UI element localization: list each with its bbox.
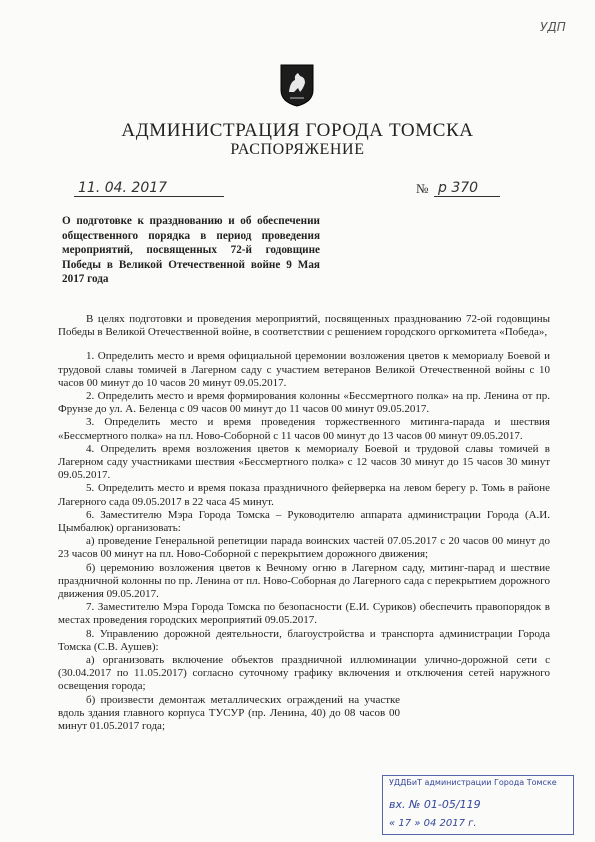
list-item: 5. Определить место и время показа праздничного фейерверка на левом берегу р. Томь в районе Лагерного сада 09.05.2017 в 22 часа 45 минут. [58,482,550,508]
incoming-stamp [382,775,574,835]
list-item: 2. Определить место и время формирования колонны «Бессмертного полка» на пр. Ленина от пр. Фрунзе до ул. А. Беленца с 09 часов 00 минут до 11 часов 00 минут 09.05.2017. [58,390,550,416]
stamp-incoming-number: вх. № 01-05/119 [389,798,481,811]
list-item: 3. Определить место и время проведения торжественного митинга-парада и шествия «Бессмертного полка» на пл. Ново-Соборной с 11 часов 00 минут до 13 часов 00 минут 09.05.2017. [58,416,550,442]
stamp-date: « 17 » 04 2017 г. [389,818,477,829]
list-item: 6. Заместителю Мэра Города Томска – Руководителю аппарата администрации Города (А.И. Цымбалюк) организовать: [58,508,550,535]
document-title: О подготовке к празднованию и об обеспечении общественного порядка в период проведения мероприятий, посвященных 72-й годовщине Победы в Великой Отечественной войне 9 Мая 2017 года [62,215,320,286]
list-item: 7. Заместителю Мэра Города Томска по безопасности (Е.И. Суриков) обеспечить правопорядок в местах проведения городских мероприятий 09.05.2017. [58,601,550,627]
corner-handwritten-mark: УДП [540,20,566,34]
document-date: 11. 04. 2017 [74,180,224,197]
document-type: РАСПОРЯЖЕНИЕ [230,141,365,158]
list-item: 1. Определить место и время официальной церемонии возложения цветов к мемориалу Боевой и трудовой славы томичей в Лагерном саду с участием ветеранов Великой Отечественной войны с 10 часов 00 минут до 10 часов 20 минут 09.05.2017. [58,350,550,389]
list-item: 8. Управлению дорожной деятельности, благоустройства и транспорта администрации Города Томска (С.В. Аушев): [58,627,550,653]
list-item: 4. Определить время возложения цветов к мемориалу Боевой и трудовой славы томичей в Лагерном саду участниками шествия «Бессмертного полка» с 12 часов 30 минут до 15 часов 30 минут 09.05.2017. [58,442,550,482]
document-number: р 370 [434,180,500,197]
sub-item: б) произвести демонтаж металлических ограждений на участке вдоль здания главного корпуса ТУСУР (пр. Ленина, 40) до 08 часов 00 минут 01.05.2017 года; [58,693,400,733]
city-emblem-icon [278,62,316,108]
number-sign: № [416,181,429,196]
preamble: В целях подготовки и проведения мероприятий, посвященных празднованию 72-ой годовщины Победы в Великой Отечественной войне, в соответствии с решением городского оргкомитета «Победа», [58,313,550,339]
sub-item: а) организовать включение объектов праздничной иллюминации улично-дорожной сети с (30.04.2017 по 11.05.2017) согласно суточному графику включения и отключения сетей наружного освещения города; [58,654,550,693]
sub-item: б) церемонию возложения цветов к Вечному огню в Лагерном саду, митинг-парад и шествие праздничной колонны по пр. Ленина от пл. Ново-Соборная до Лагерного сада с перекрытием дорожного движения 09.05.2017. [58,561,550,601]
stamp-organization: УДДБиТ администрации Города Томске [389,778,557,787]
sub-item: а) проведение Генеральной репетиции парада воинских частей 07.05.2017 с 20 часов 00 минут до 23 часов 00 минут на пл. Ново-Соборной с перекрытием дорожного движения; [58,535,550,561]
document-body [58,313,550,733]
organization-name: АДМИНИСТРАЦИЯ ГОРОДА ТОМСКА [121,120,474,141]
